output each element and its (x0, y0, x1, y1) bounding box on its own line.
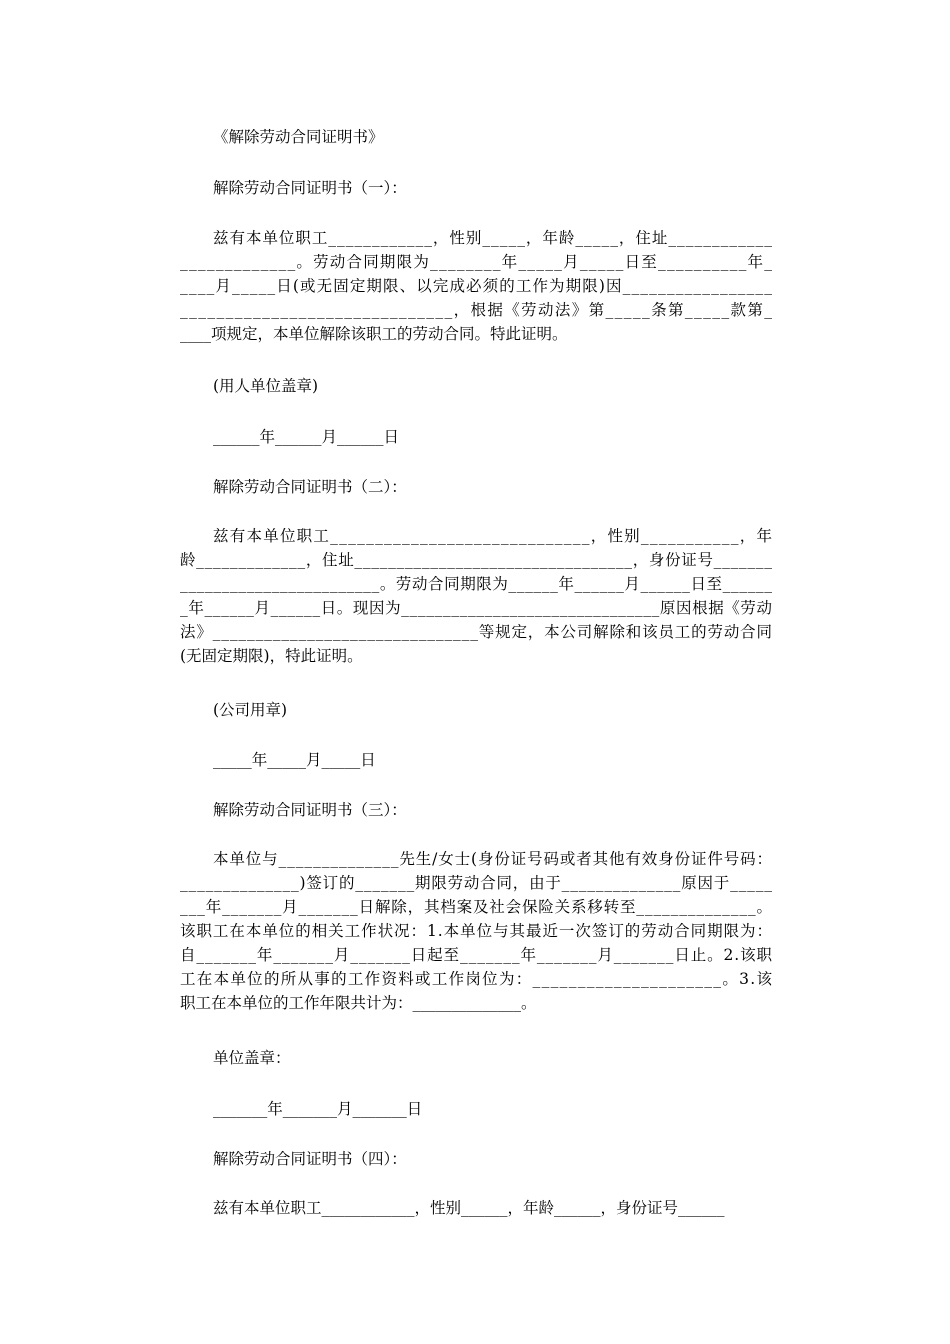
section-3-date: _______年_______月_______日 (213, 1100, 423, 1118)
section-2-line-2: 龄_____________，住址_________________________________，身份证号_______ (180, 551, 773, 569)
section-1-seal: (用人单位盖章) (213, 377, 319, 395)
section-3-line-6: 工在本单位的所从事的工作资料或工作岗位为：_____________________。3.该 (180, 970, 774, 988)
section-3-seal: 单位盖章： (213, 1049, 291, 1067)
section-2-line-4: _年______月______日。现因为_______________________________原因根据《劳动 (180, 599, 773, 617)
section-1-line-3: ____月_____日(或无固定期限、以完成必须的工作为期限)因_________________ (180, 277, 774, 295)
section-2-date: _____年_____月_____日 (213, 751, 376, 769)
section-3-heading: 解除劳动合同证明书（三）： (213, 801, 407, 819)
document-title: 《解除劳动合同证明书》 (213, 128, 384, 146)
section-2-line-5: 法》_______________________________等规定，本公司解除和该员工的劳动合同 (180, 623, 773, 641)
section-3-line-2: ______________)签订的_______期限劳动合同，由于______________原因于_____ (180, 874, 773, 892)
section-2-seal: (公司用章) (213, 701, 288, 719)
section-1-date: ______年______月______日 (213, 428, 400, 446)
section-2-line-6: (无固定期限)，特此证明。 (180, 647, 363, 665)
section-3-body (180, 847, 772, 1015)
section-3-line-5: 自_______年_______月_______日起至_______年_______月_______日止。2.该职 (180, 946, 773, 964)
section-3-line-3: ___年_______月_______日解除，其档案及社会保险关系移转至______________。 (180, 898, 773, 916)
section-2-body (180, 524, 772, 668)
section-2-heading: 解除劳动合同证明书（二）： (213, 478, 407, 496)
section-1-heading: 解除劳动合同证明书（一）： (213, 179, 407, 197)
section-1-body (180, 226, 772, 346)
section-3-line-1: 本单位与______________先生/女士(身份证号码或者其他有效身份证件号码： (213, 850, 773, 868)
section-1-line-4: ______________________________，根据《劳动法》第_____条第_____款第_ (180, 301, 774, 319)
section-4-heading: 解除劳动合同证明书（四）： (213, 1150, 407, 1168)
section-1-line-5: ____项规定，本单位解除该职工的劳动合同。特此证明。 (180, 325, 568, 343)
section-1-line-1: 兹有本单位职工____________，性别_____，年龄_____，住址____________ (213, 229, 773, 247)
section-2-line-3: ________________________。劳动合同期限为______年______月______日至______ (180, 575, 773, 593)
section-2-line-1: 兹有本单位职工_____________________________，性别___________，年 (213, 527, 774, 545)
section-3-line-4: 该职工在本单位的相关工作状况：1.本单位与其最近一次签订的劳动合同期限为： (180, 922, 773, 940)
section-4-body (180, 1196, 772, 1220)
section-3-line-7: 职工在本单位的工作年限共计为：______________。 (180, 994, 537, 1012)
section-4-line-1: 兹有本单位职工____________，性别______，年龄______，身份证号______ (213, 1199, 725, 1217)
section-1-line-2: _____________。劳动合同期限为________年_____月_____日至__________年_ (180, 253, 774, 271)
